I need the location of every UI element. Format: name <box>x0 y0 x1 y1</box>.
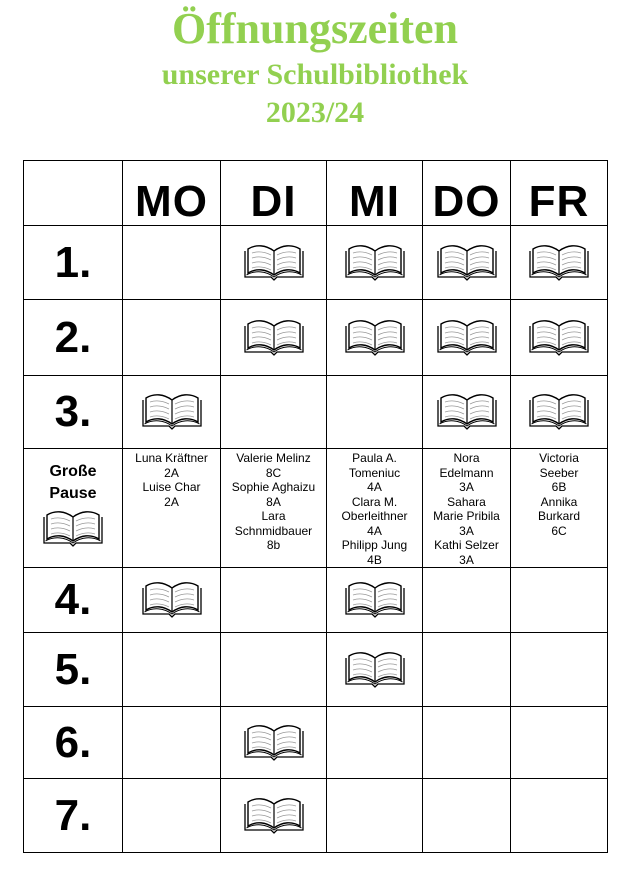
table-row <box>24 568 608 633</box>
student-entry: Philipp Jung <box>341 538 408 552</box>
student-entry: Valerie Melinz <box>236 451 311 465</box>
slot-cell <box>511 568 608 633</box>
period-label: 3. <box>24 376 123 449</box>
student-entry: 4B <box>367 552 382 567</box>
slot-cell <box>327 376 423 449</box>
student-entry: 3A <box>459 480 474 494</box>
slot-cell <box>423 707 511 779</box>
slot-cell <box>123 568 221 633</box>
student-entry: 2A <box>164 465 179 480</box>
student-entry: Paula A. <box>352 451 397 465</box>
open-book-icon <box>423 392 510 432</box>
student-entry: Sahara <box>447 494 486 509</box>
day-header-mo: MO <box>123 161 221 226</box>
day-header-do: DO <box>423 161 511 226</box>
open-book-icon <box>327 650 422 690</box>
student-entry: Victoria <box>539 451 579 465</box>
table-row <box>24 779 608 853</box>
slot-cell <box>511 633 608 707</box>
student-entry: Oberleithner <box>341 509 408 523</box>
slot-cell <box>327 300 423 376</box>
pause-label-line: Pause <box>49 485 97 502</box>
student-entry: Marie Pribila <box>433 509 500 523</box>
student-entry: 3A <box>459 523 474 538</box>
open-book-icon <box>123 580 220 620</box>
slot-cell <box>511 779 608 853</box>
page-title: Öffnungszeiten <box>172 4 458 53</box>
slot-cell <box>423 633 511 707</box>
slot-cell <box>511 226 608 300</box>
student-entry: 8b <box>266 538 281 552</box>
period-label: 5. <box>24 633 123 707</box>
slot-cell <box>327 226 423 300</box>
slot-cell <box>123 376 221 449</box>
open-book-icon <box>221 796 326 836</box>
student-entry: Nora <box>453 451 480 465</box>
open-book-icon <box>327 318 422 358</box>
slot-cell <box>327 707 423 779</box>
period-label: 7. <box>24 779 123 853</box>
open-book-icon <box>221 723 326 763</box>
slot-cell <box>221 633 327 707</box>
slot-cell <box>123 300 221 376</box>
pause-names-mi <box>327 449 423 568</box>
pause-label-line: Große <box>49 463 97 480</box>
student-entry: Luise Char <box>142 480 201 494</box>
period-label: 4. <box>24 568 123 633</box>
student-entry: Tomeniuc <box>348 465 401 480</box>
slot-cell <box>123 633 221 707</box>
student-entry: Annika <box>540 494 578 509</box>
student-entry: Kathi Selzer <box>434 538 499 552</box>
open-book-icon <box>511 392 607 432</box>
pause-names-mo <box>123 449 221 568</box>
slot-cell <box>221 300 327 376</box>
pause-names-do <box>423 449 511 568</box>
period-label: 1. <box>24 226 123 300</box>
student-entry: Lara <box>261 509 286 523</box>
student-entry: 8A <box>266 494 281 509</box>
student-entry: 4A <box>367 523 382 538</box>
open-book-icon <box>123 392 220 432</box>
slot-cell <box>511 376 608 449</box>
slot-cell <box>123 707 221 779</box>
slot-cell <box>221 779 327 853</box>
slot-cell <box>327 633 423 707</box>
student-entry: Sophie Aghaizu <box>231 480 316 494</box>
slot-cell <box>221 376 327 449</box>
slot-cell <box>511 707 608 779</box>
student-entry: Burkard <box>537 509 581 523</box>
pause-names-di <box>221 449 327 568</box>
slot-cell <box>423 376 511 449</box>
open-book-icon <box>511 243 607 283</box>
slot-cell <box>327 779 423 853</box>
student-entry: Clara M. <box>351 494 398 509</box>
table-row <box>24 449 608 568</box>
slot-cell <box>423 779 511 853</box>
open-book-icon <box>423 318 510 358</box>
slot-cell <box>123 779 221 853</box>
slot-cell <box>221 226 327 300</box>
slot-cell <box>511 300 608 376</box>
pause-label <box>24 461 122 505</box>
open-book-icon <box>511 318 607 358</box>
school-year: 2023/24 <box>265 96 365 129</box>
open-book-icon <box>24 509 122 549</box>
slot-cell <box>221 707 327 779</box>
student-entry: Edelmann <box>439 465 494 480</box>
corner-cell <box>24 161 123 226</box>
day-header-mi: MI <box>327 161 423 226</box>
table-row <box>24 633 608 707</box>
student-entry: 3A <box>459 552 474 567</box>
open-book-icon <box>221 243 326 283</box>
open-book-icon <box>423 243 510 283</box>
table-row <box>24 226 608 300</box>
student-entry: Luna Kräftner <box>135 451 208 465</box>
student-entry: 8C <box>265 465 282 480</box>
student-entry: Seeber <box>539 465 579 480</box>
slot-cell <box>327 568 423 633</box>
student-entry: Schnmidbauer <box>234 523 313 538</box>
open-book-icon <box>327 243 422 283</box>
day-header-di: DI <box>221 161 327 226</box>
student-entry: 6C <box>551 523 567 538</box>
page-subtitle: unserer Schulbibliothek <box>161 58 469 91</box>
slot-cell <box>221 568 327 633</box>
slot-cell <box>423 300 511 376</box>
day-header-fr: FR <box>511 161 608 226</box>
open-book-icon <box>327 580 422 620</box>
open-book-icon <box>221 318 326 358</box>
student-entry: 2A <box>164 494 179 509</box>
pause-label-cell <box>24 449 123 568</box>
table-row <box>24 707 608 779</box>
table-row <box>24 376 608 449</box>
slot-cell <box>123 226 221 300</box>
slot-cell <box>423 568 511 633</box>
period-label: 6. <box>24 707 123 779</box>
table-row <box>24 161 608 226</box>
slot-cell <box>423 226 511 300</box>
period-label: 2. <box>24 300 123 376</box>
pause-names-fr <box>511 449 608 568</box>
table-row <box>24 300 608 376</box>
student-entry: 6B <box>551 480 567 494</box>
schedule-table <box>23 160 608 853</box>
student-entry: 4A <box>367 480 382 494</box>
